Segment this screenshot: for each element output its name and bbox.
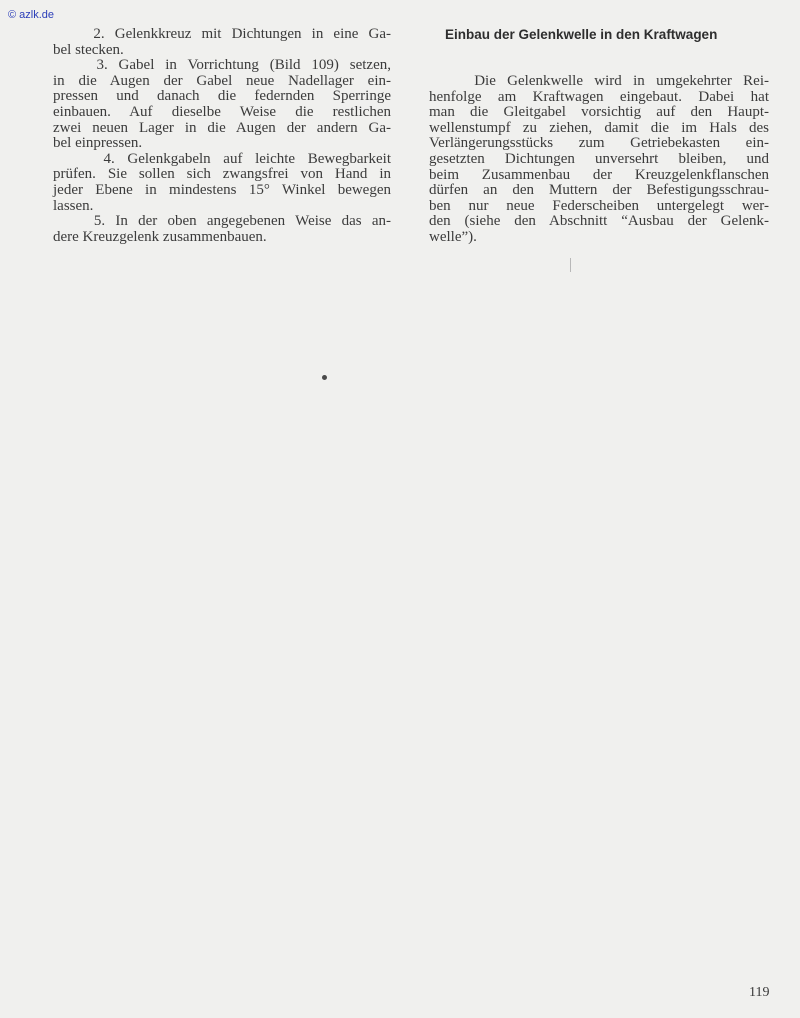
right-column (429, 27, 769, 246)
text-line: gesetzten Dichtungen unversehrt bleiben, und (429, 150, 769, 167)
text-line: in die Augen der Gabel neue Nadellager ein- (53, 72, 391, 89)
text-line: 3. Gabel in Vorrichtung (Bild 109) setzen, (53, 57, 391, 74)
section-heading: Einbau der Gelenkwelle in den Kraftwagen (445, 27, 718, 42)
text-line: man die Gleitgabel vorsichtig auf den Haupt- (429, 104, 769, 121)
text-line: den (siehe den Abschnitt “Ausbau der Gelenk- (429, 213, 769, 230)
text-line: lassen. (53, 197, 94, 214)
section-body (429, 74, 769, 246)
text-line: jeder Ebene in mindestens 15° Winkel bewegen (53, 181, 391, 198)
paper-mark (570, 258, 571, 272)
watermark: © azlk.de (8, 9, 55, 21)
text-line: einbauen. Auf dieselbe Weise die restlichen (53, 103, 391, 120)
text-line: prüfen. Sie sollen sich zwangsfrei von Hand in (53, 166, 391, 183)
text-line: welle”). (429, 228, 477, 245)
page-number: 119 (749, 985, 770, 1000)
text-line: henfolge am Kraftwagen eingebaut. Dabei hat (429, 88, 769, 105)
text-line: bel stecken. (53, 41, 124, 58)
ink-dot (322, 375, 327, 380)
text-line: bel einpressen. (53, 135, 143, 152)
text-line: dere Kreuzgelenk zusammenbauen. (53, 228, 267, 245)
left-column (53, 27, 391, 245)
text-line: beim Zusammenbau der Kreuzgelenkflanschen (429, 166, 769, 183)
text-line: zwei neuen Lager in die Augen der andern Ga- (53, 119, 391, 136)
text-line: 5. In der oben angegebenen Weise das an- (53, 213, 391, 230)
text-line: wellenstumpf zu ziehen, damit die im Hals des (429, 119, 769, 136)
text-line: Die Gelenkwelle wird in umgekehrter Rei- (429, 73, 769, 89)
text-line: pressen und danach die federnden Sperringe (53, 88, 391, 105)
text-line: 2. Gelenkkreuz mit Dichtungen in eine Ga- (53, 26, 391, 42)
text-line: ben nur neue Federscheiben untergelegt wer- (429, 197, 769, 214)
text-line: dürfen an den Muttern der Befestigungsschrau- (429, 182, 769, 199)
text-line: Verlängerungsstücks zum Getriebekasten ein- (429, 135, 769, 152)
text-line: 4. Gelenkgabeln auf leichte Bewegbarkeit (53, 150, 391, 167)
